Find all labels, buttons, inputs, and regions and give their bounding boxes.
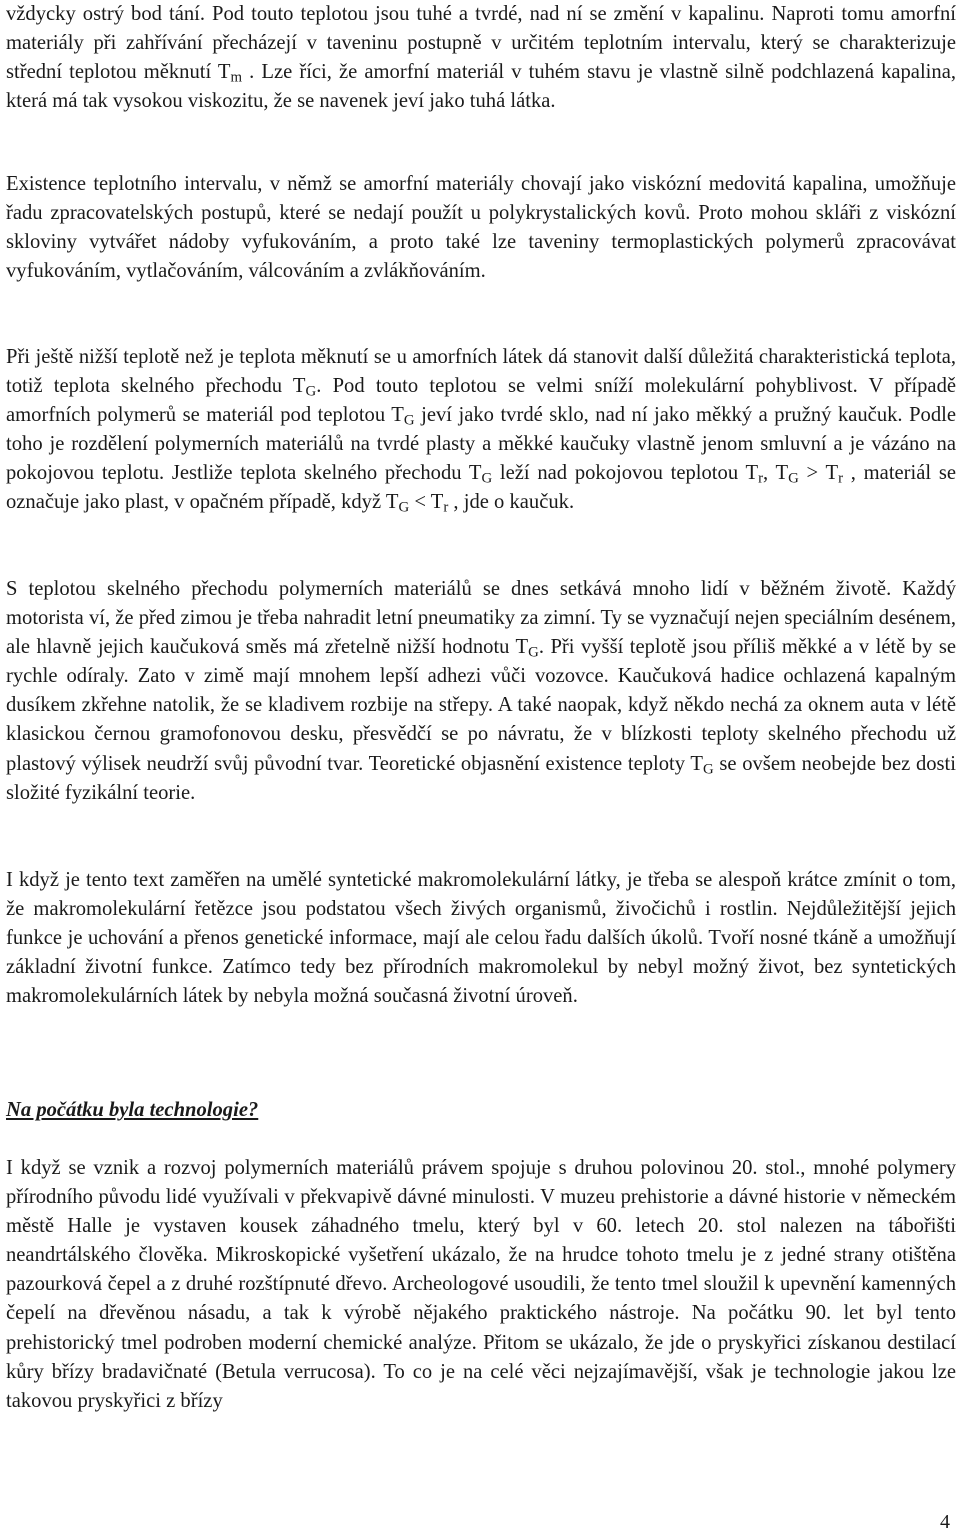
paragraph-natural-macromolecules: I když je tento text zaměřen na umělé syntetické makromolekulární látky, je třeba se alespoň krátce zmínit o tom, že makromolekulární řetězce jsou podstatou všech živých organismů, živočichů i rostlin. Nejdůležitější jejich funkce je uchování a přenos genetické informace, mají ale celou řadu dalších úkolů. Tvoří nosné tkáně a umožňují základní životní funkce. Zatímco tedy bez přírodních makromolekul by nebyl možný život, bez syntetických makromolekulárních látek by nebyla možná současná životní úroveň. bbox=[6, 869, 956, 1008]
paragraph-temperature-interval: Existence teplotního intervalu, v němž se amorfní materiály chovají jako viskózní medovitá kapalina, umožňuje řadu zpracovatelských postupů, které se nedají použít u polykrystalických kovů. Proto mohou skláři z viskózní skloviny vytvářet nádoby vyfukováním, a proto také lze taveniny termoplastických polymerů zpracovávat vyfukováním, vytlačováním, válcováním a zvlákňováním. bbox=[6, 173, 956, 283]
page-number: 4 bbox=[940, 1511, 950, 1533]
section-heading: Na počátku byla technologie? bbox=[6, 1099, 259, 1121]
paragraph-melting-point: vždycky ostrý bod tání. Pod touto teplotou jsou tuhé a tvrdé, nad ní se změní v kapalinu. Naproti tomu amorfní materiály při zahřívání přecházejí v taveninu postupně v určitém teplotním intervalu, který se charakterizuje střední teplotou měknutí $T_m$ . Lze říci, že amorfní materiál v tuhém stavu je vlastně silně podchlazená kapalina, která má tak vysokou viskozitu, že se navenek jeví jako tuhá látka. bbox=[6, 3, 956, 113]
paragraph-glass-transition: Při ještě nižší teplotě než je teplota měknutí se u amorfních látek dá stanovit další důležitá charakteristická teplota, totiž teplota skelného přechodu $T_G$. Pod touto teplotou se velmi sníží molekulární pohyblivost. V případě amorfních polymerů se materiál pod teplotou $T_G$ jeví jako tvrdé sklo, nad ní jako měkký a pružný kaučuk. Podle toho je rozdělení polymerních materiálů na tvrdé plasty a měkké kaučuky vlastně jenom smluvní a je vázáno na pokojovou teplotu. Jestliže teplota skelného přechodu $T_G$ leží nad pokojovou teplotou $T_r$, $T_G > T_r$ , materiál se označuje jako plast, v opačném případě, když $T_G < T_r$ , jde o kaučuk. bbox=[6, 346, 957, 517]
paragraph-everyday-life: S teplotou skelného přechodu polymerních materiálů se dnes setkává mnoho lidí v běžném životě. Každý motorista ví, že před zimou je třeba nahradit letní pneumatiky za zimní. Ty se vyznačují nejen speciálním desénem, ale hlavně jejich kaučuková směs má zřetelně nižší hodnotu $T_G$. Při vyšší teplotě jsou příliš měkké a v létě by se rychle odíraly. Zato v zimě mají mnohem lepší adhezi vůči vozovce. Kaučuková hadice ochlazená kapalným dusíkem zkřehne natolik, že se kladivem rozbije na střepy. A také naopak, když někdo nechá za oknem auta v létě klasickou černou gramofonovou desku, přesvědčí se po návratu, že v blízkosti teploty skelného přechodu už plastový výlisek neudrží svůj původní tvar. Teoretické objasnění existence teploty $T_G$ se ovšem neobejde bez dosti složité fyzikální teorie. bbox=[6, 578, 956, 804]
paragraph-prehistoric-tar: I když se vznik a rozvoj polymerních materiálů právem spojuje s druhou polovinou 20. stol., mnohé polymery přírodního původu lidé využívali v překvapivě dávné minulosti. V muzeu prehistorie a dávné historie v německém městě Halle je vystaven kousek záhadného tmelu, který byl v 60. letech 20. stol nalezen na tábořišti neandrtálského člověka. Mikroskopické vyšetření ukázalo, že na hrudce tohoto tmelu je z jedné strany otištěna pazourková čepel a z druhé rozštípnuté dřevo. Archeologové usoudili, že tento tmel sloužil k upevnění kamenných čepelí na dřevěnou násadu, a tak k výrobě nějakého praktického nástroje. Na počátku 90. let byl tento prehistorický tmel podroben moderní chemické analýze. Přitom se ukázalo, že jde o pryskyřici získanou destilací kůry břízy bradavičnaté (Betula verrucosa). To co je na celé věci nejzajímavější, však je technologie jakou lze takovou pryskyřici z břízy bbox=[6, 1157, 956, 1412]
